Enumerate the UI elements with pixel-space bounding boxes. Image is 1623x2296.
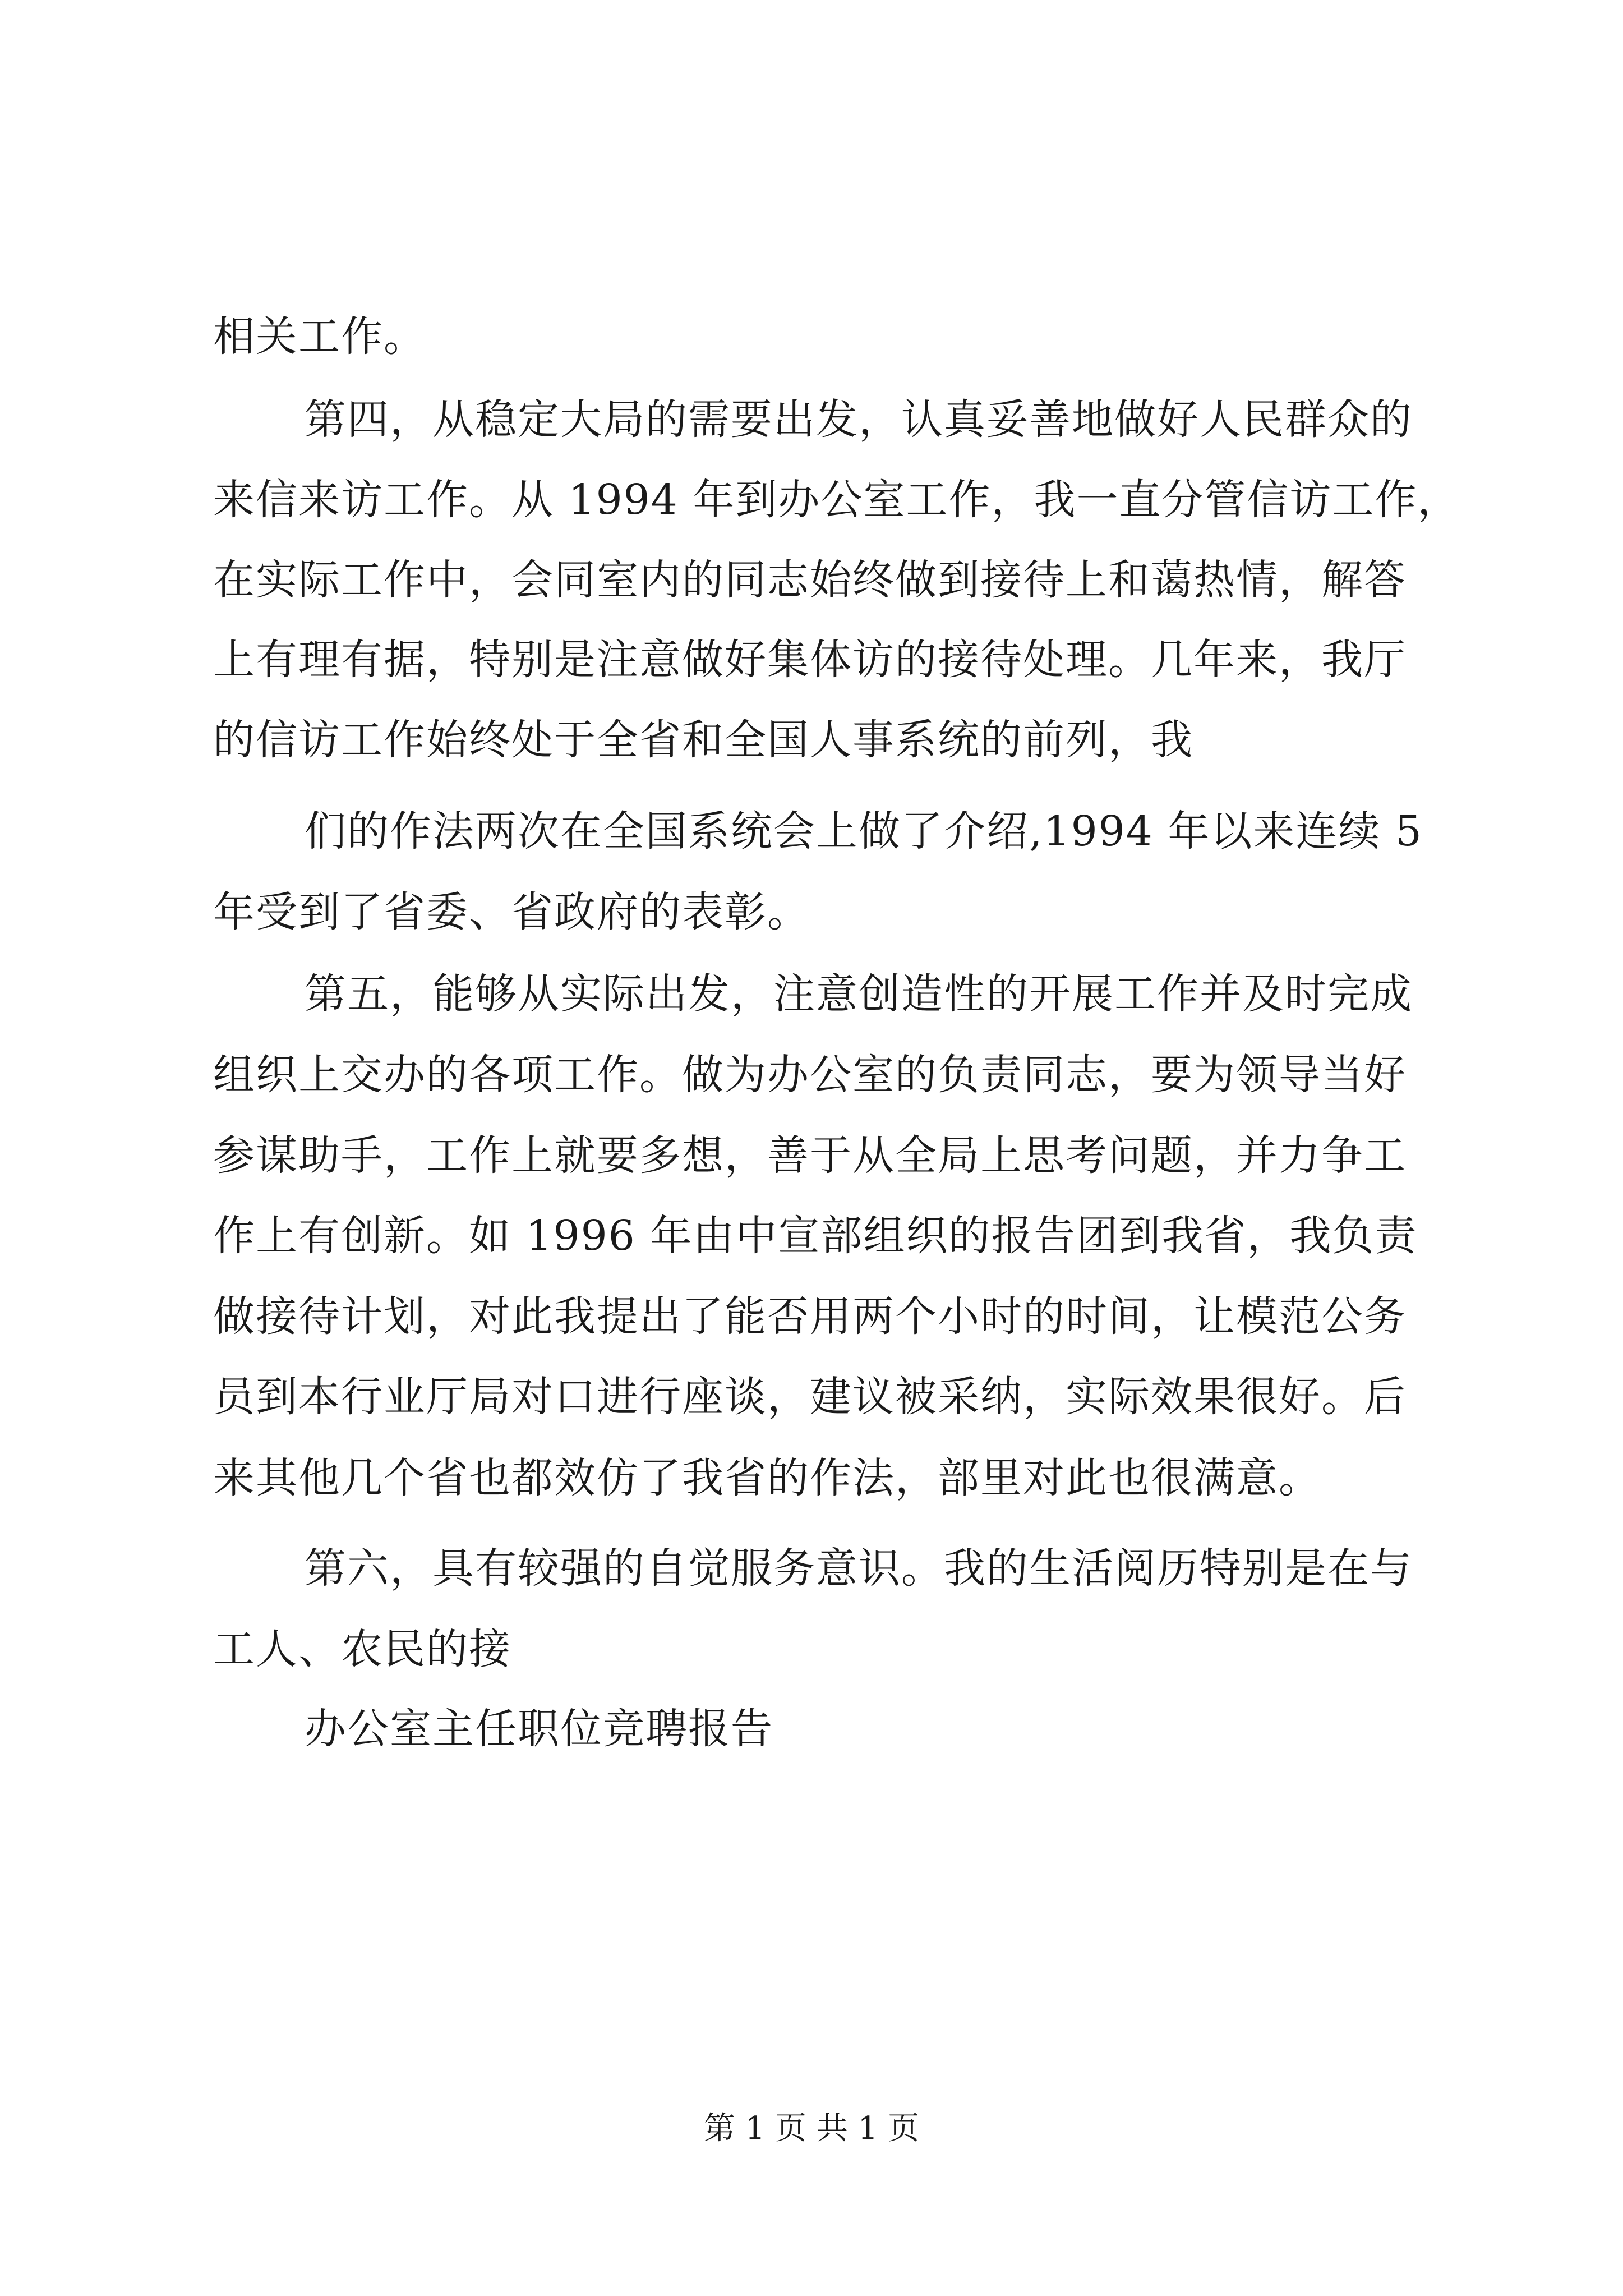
- page-number-footer: 第 1 页 共 1 页: [703, 2110, 920, 2147]
- text-line: 在实际工作中，会同室内的同志始终做到接待上和蔼热情，解答: [213, 556, 1407, 604]
- text-line: 相关工作。: [213, 312, 426, 361]
- text-line: 做接待计划，对此我提出了能否用两个小时的时间，让模范公务: [213, 1292, 1407, 1341]
- text-line: 员到本行业厅局对口进行座谈，建议被采纳，实际效果很好。后: [213, 1373, 1407, 1421]
- text-line: 组织上交办的各项工作。做为办公室的负责同志，要为领导当好: [213, 1051, 1407, 1099]
- text-line: 上有理有据，特别是注意做好集体访的接待处理。几年来，我厅: [213, 636, 1407, 684]
- text-line: 工人、农民的接: [213, 1625, 511, 1673]
- text-line: 来信来访工作。从 1994 年到办公室工作，我一直分管信访工作，: [213, 476, 1460, 524]
- paragraph-5-line: 第五，能够从实际出发，注意创造性的开展工作并及时完成: [305, 970, 1413, 1018]
- text-line: 来其他几个省也都效仿了我省的作法，部里对此也很满意。: [213, 1454, 1321, 1502]
- text-line: 参谋助手，工作上就要多想，善于从全局上思考问题，并力争工: [213, 1131, 1407, 1180]
- text-line: 作上有创新。如 1996 年由中宣部组织的报告团到我省，我负责: [213, 1212, 1418, 1260]
- text-line: 们的作法两次在全国系统会上做了介绍,1994 年以来连续 5: [305, 807, 1423, 855]
- text-line: 年受到了省委、省政府的表彰。: [213, 888, 810, 936]
- document-title-line: 办公室主任职位竞聘报告: [305, 1705, 773, 1753]
- paragraph-4-line: 第四，从稳定大局的需要出发，认真妥善地做好人民群众的: [305, 395, 1413, 444]
- text-line: 的信访工作始终处于全省和全国人事系统的前列，我: [213, 716, 1193, 764]
- paragraph-6-line: 第六，具有较强的自觉服务意识。我的生活阅历特别是在与: [305, 1544, 1413, 1593]
